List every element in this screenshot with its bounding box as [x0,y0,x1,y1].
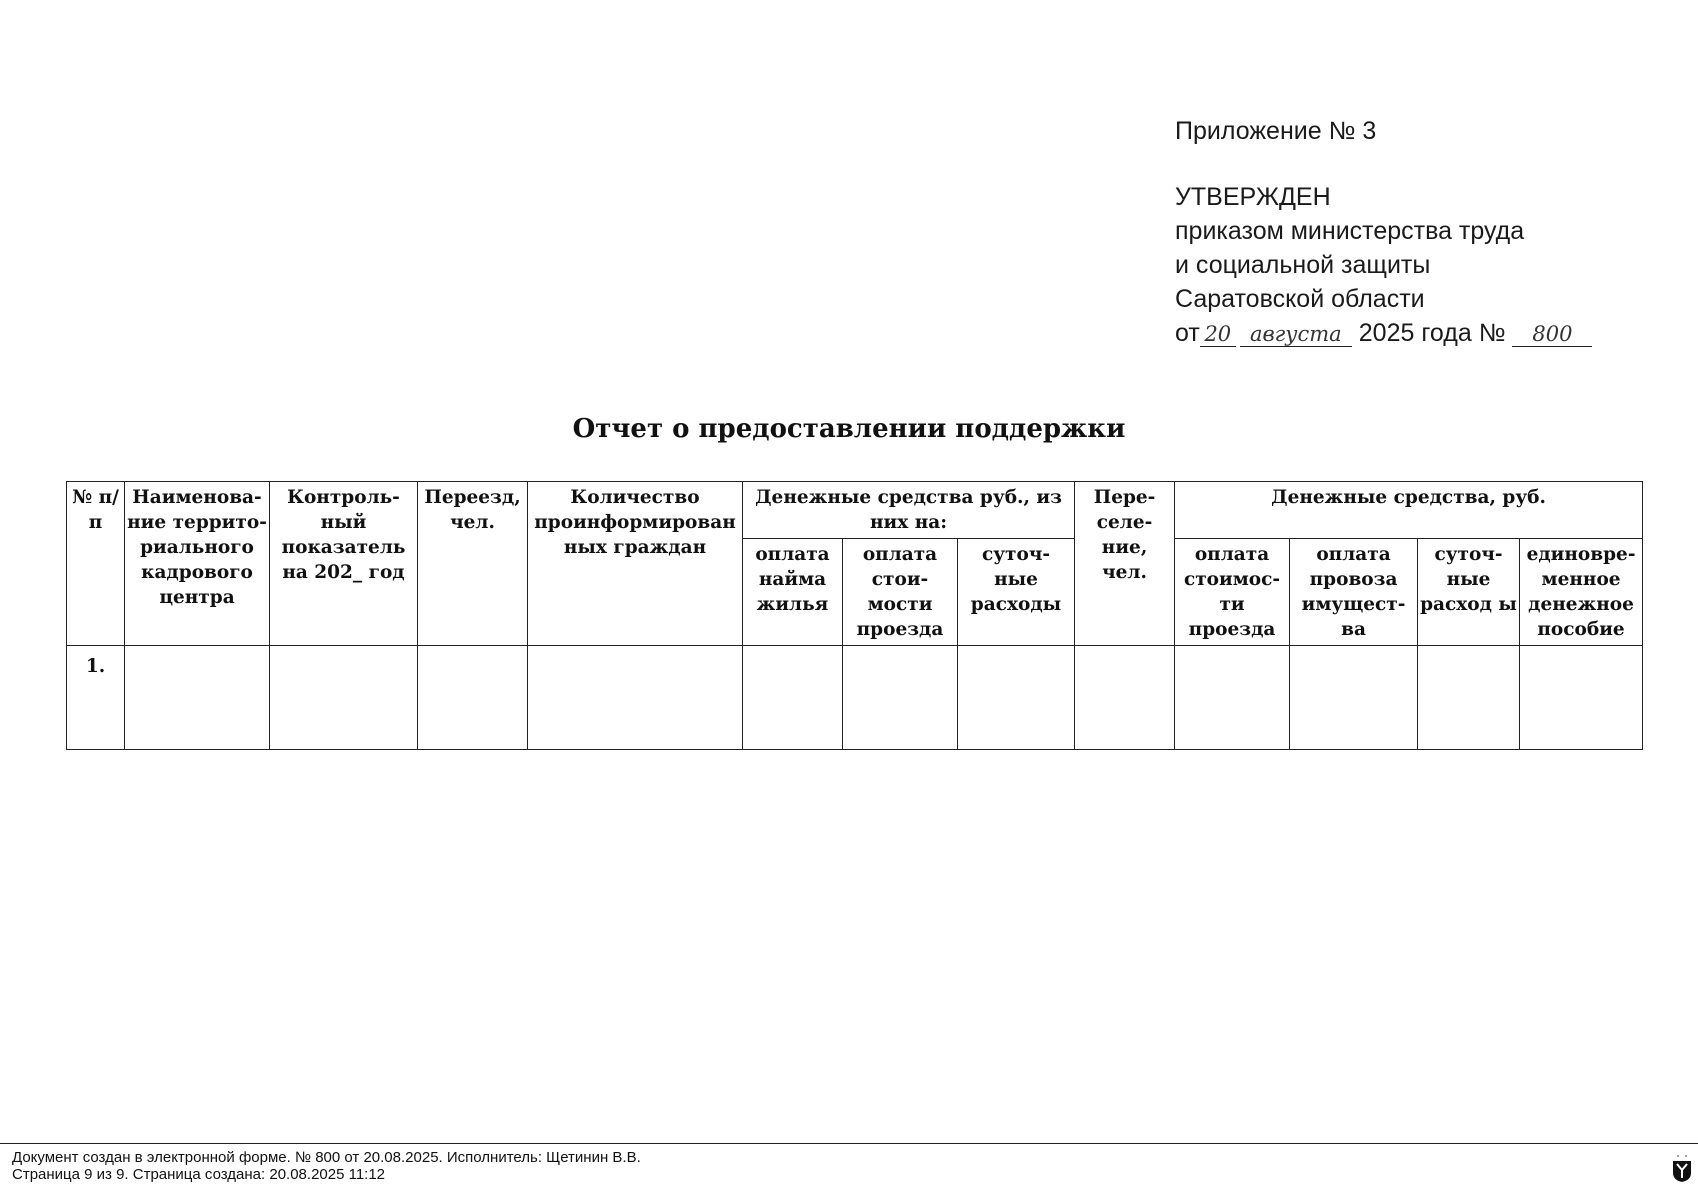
col-header-housing-rent: оплата найма жилья [743,539,843,646]
row-number: 1. [67,646,125,750]
col-header-money-group-1: Денежные средства руб., из них на: [743,482,1075,539]
table-cell [270,646,418,750]
report-table [66,481,1643,750]
approval-line-3: Саратовской области [1175,285,1425,313]
table-cell [1175,646,1290,750]
footer-line-1: Документ создан в электронной форме. № 800 от 20.08.2025. Исполнитель: Щетинин В.В. [12,1149,641,1166]
date-year: 2025 года № [1358,319,1506,347]
table-row [67,646,1643,750]
col-header-number: № п/п [67,482,125,646]
col-header-daily-expenses-2: суточ- ные расход ы [1418,539,1520,646]
table-cell [958,646,1075,750]
table-cell [528,646,743,750]
header-row-1 [67,482,1643,539]
col-header-daily-expenses: суточ- ные расходы [958,539,1075,646]
table-cell [1520,646,1643,750]
footer-line-2: Страница 9 из 9. Страница создана: 20.08.2025 11:12 [12,1166,386,1183]
document-title: Отчет о предоставлении поддержки [572,414,1126,444]
col-header-money-group-2: Денежные средства, руб. [1175,482,1643,539]
annex-number: Приложение № 3 [1175,117,1377,145]
table-cell [1418,646,1520,750]
table-cell [1290,646,1418,750]
approval-block [1175,114,1645,350]
approval-line-1: приказом министерства труда [1175,217,1525,245]
footer-divider [0,1143,1698,1144]
col-header-travel-cost: оплата стои- мости проезда [843,539,958,646]
footer [12,1149,641,1183]
col-header-resettlement: Пере- селе- ние, чел. [1075,482,1175,646]
col-header-center-name: Наименова- ние террито- риального кадрового центра [125,482,270,646]
table-cell [843,646,958,750]
col-header-relocation: Переезд, чел. [418,482,528,646]
approval-line-2: и социальной защиты [1175,251,1431,279]
coat-of-arms-icon [1671,1153,1693,1183]
col-header-property-transport: оплата провоза имущест- ва [1290,539,1418,646]
handwritten-day: 20 [1200,322,1236,347]
approval-date-line [1175,316,1645,350]
col-header-lump-sum-allowance: единовре- менное денежное пособие [1520,539,1643,646]
table-cell [418,646,528,750]
col-header-informed-citizens: Количество проинформирован ных граждан [528,482,743,646]
table-cell [743,646,843,750]
col-header-travel-cost-2: оплата стоимос- ти проезда [1175,539,1290,646]
approved-heading: УТВЕРЖДЕН [1175,183,1331,211]
date-prefix: от [1175,319,1200,347]
table-cell [125,646,270,750]
handwritten-month: августа [1240,322,1352,347]
handwritten-doc-number: 800 [1512,322,1592,347]
table-cell [1075,646,1175,750]
col-header-control-indicator: Контроль- ный показатель на 202_ год [270,482,418,646]
